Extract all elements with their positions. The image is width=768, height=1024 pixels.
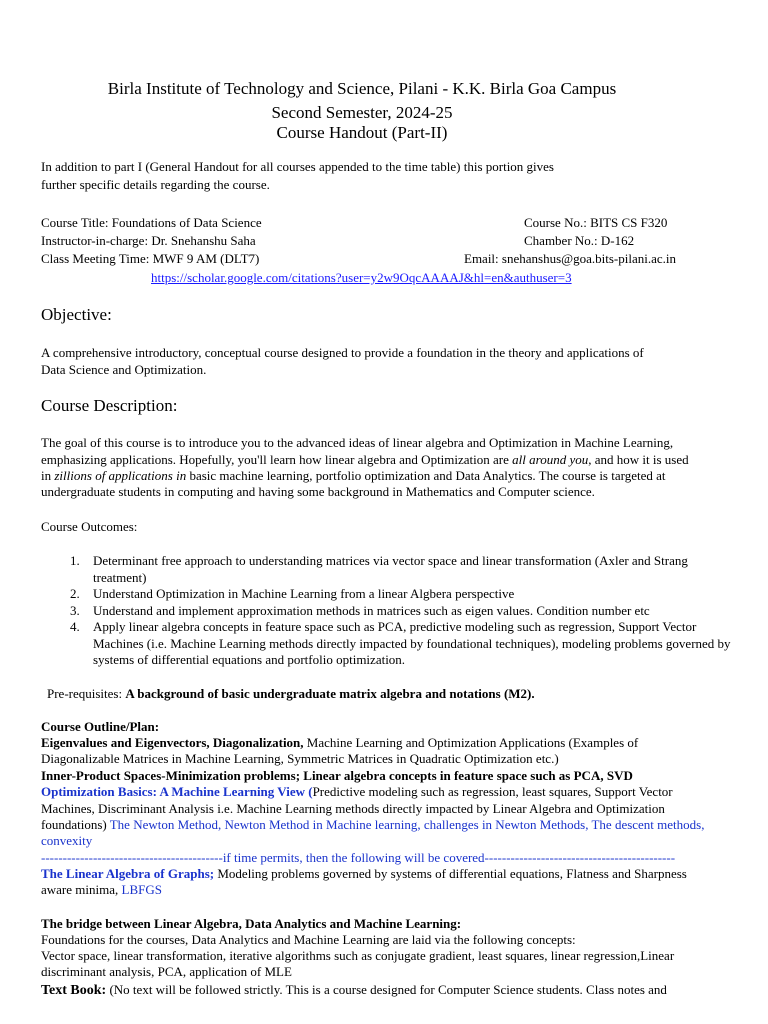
description-heading: Course Description: xyxy=(41,396,178,415)
prerequisites: Pre-requisites: A background of basic undergraduate matrix algebra and notations (M2). xyxy=(47,686,535,701)
outline-graphs-line-1: The Linear Algebra of Graphs; Modeling problems governed by systems of differential equations, Flatness and Sharpness xyxy=(41,866,687,881)
intro-line-2: further specific details regarding the course. xyxy=(41,177,270,192)
meeting-time: Class Meeting Time: MWF 9 AM (DLT7) xyxy=(41,251,260,266)
course-number: Course No.: BITS CS F320 xyxy=(524,215,668,230)
outline-opt-line-2: Machines, Discriminant Analysis i.e. Machine Learning methods directly impacted by Linear Algebra and Optimization xyxy=(41,801,665,816)
description-line-4: undergraduate students in computing and having some background in Mathematics and Computer science. xyxy=(41,484,595,499)
outcome-item: 4. Apply linear algebra concepts in feature space such as PCA, predictive modeling such as regression, Support Vector Machines (i.e. Machine Learning methods directly impacted by foundational techniques), modeling problems governed by systems of differential equations and portfolio optimization. xyxy=(70,619,731,667)
outcome-item: 3. Understand and implement approximation methods in matrices such as eigen values. Condition number etc xyxy=(70,602,650,618)
description-line-2: emphasizing applications. Hopefully, you'll learn how linear algebra and Optimization are all around you, and how it is used xyxy=(41,452,689,467)
outline-eigen-line-2: Diagonalizable Matrices in Machine Learning, Symmetric Matrices in Quadratic Optimization etc.) xyxy=(41,751,559,766)
bridge-line-2: Vector space, linear transformation, iterative algorithms such as conjugate gradient, least squares, linear regression,Linear xyxy=(41,948,675,963)
outline-inner-product: Inner-Product Spaces-Minimization problems; Linear algebra concepts in feature space such as PCA, SVD xyxy=(41,768,633,783)
outcome-item: 1. Determinant free approach to understanding matrices via vector space and linear transformation (Axler and Strang treatment) xyxy=(70,553,688,585)
outline-opt-line-3: foundations) The Newton Method, Newton Method in Machine learning, challenges in Newton Methods, The descent methods, xyxy=(41,817,705,832)
instructor: Instructor-in-charge: Dr. Snehanshu Saha xyxy=(41,233,256,248)
institute-title: Birla Institute of Technology and Science, Pilani - K.K. Birla Goa Campus xyxy=(107,79,617,98)
outcomes-list xyxy=(41,553,731,669)
outline-heading: Course Outline/Plan: xyxy=(41,719,160,734)
outline-eigen-line-1: Eigenvalues and Eigenvectors, Diagonalization, Machine Learning and Optimization Applications (Examples of xyxy=(41,735,639,750)
semester-title: Second Semester, 2024-25 xyxy=(271,103,453,122)
description-line-3: in zillions of applications in basic machine learning, portfolio optimization and Data Analytics. The course is targeted at xyxy=(41,468,666,483)
bridge-heading: The bridge between Linear Algebra, Data Analytics and Machine Learning: xyxy=(41,916,462,931)
scholar-link[interactable]: https://scholar.google.com/citations?user=y2w9OqcAAAAJ&hl=en&authuser=3 xyxy=(151,270,572,285)
textbook-line: Text Book: (No text will be followed strictly. This is a course designed for Computer Science students. Class notes and xyxy=(41,982,667,998)
objective-heading: Objective: xyxy=(41,305,112,324)
outline-opt-line-1: Optimization Basics: A Machine Learning View (Predictive modeling such as regression, least squares, Support Vector xyxy=(41,784,673,799)
objective-line-2: Data Science and Optimization. xyxy=(41,362,207,377)
outcomes-heading: Course Outcomes: xyxy=(41,519,138,534)
bridge-line-3: discriminant analysis, PCA, application of MLE xyxy=(41,964,292,979)
outline-opt-line-4: convexity xyxy=(41,833,93,848)
instructor-email: Email: snehanshus@goa.bits-pilani.ac.in xyxy=(464,251,676,266)
objective-line-1: A comprehensive introductory, conceptual course designed to provide a foundation in the theory and applications of xyxy=(41,345,644,360)
bridge-line-1: Foundations for the courses, Data Analytics and Machine Learning are laid via the following concepts: xyxy=(41,932,576,947)
handout-title: Course Handout (Part-II) xyxy=(276,123,448,142)
outline-divider: ------------------------------------------if time permits, then the following will be covered-------------------------------------------- xyxy=(41,850,676,865)
chamber-number: Chamber No.: D-162 xyxy=(524,233,635,248)
course-title: Course Title: Foundations of Data Science xyxy=(41,215,262,230)
description-line-1: The goal of this course is to introduce you to the advanced ideas of linear algebra and Optimization in Machine Learning, xyxy=(41,435,674,450)
outcome-item: 2. Understand Optimization in Machine Learning from a linear Algbera perspective xyxy=(70,586,515,601)
intro-line-1: In addition to part I (General Handout for all courses appended to the time table) this portion gives xyxy=(41,159,554,174)
outline-graphs-line-2: aware minima, LBFGS xyxy=(41,882,162,897)
